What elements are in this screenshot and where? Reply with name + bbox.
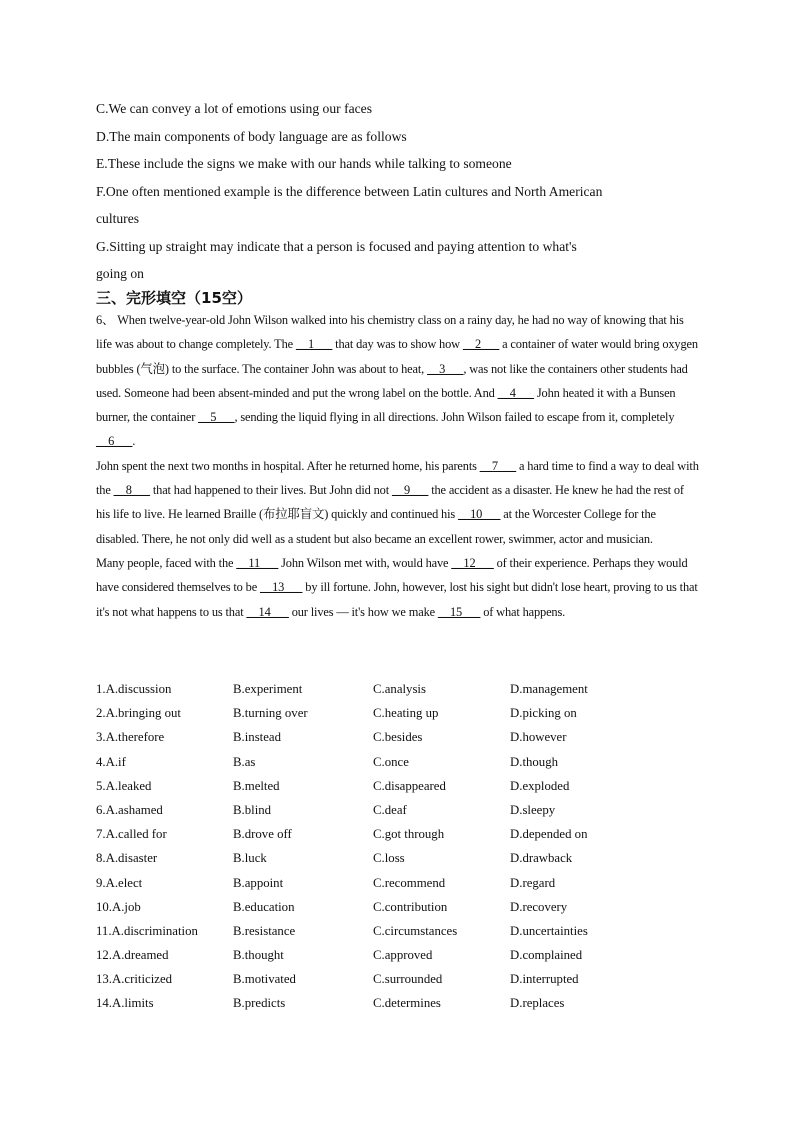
choice-b: B.predicts <box>233 996 286 1011</box>
choice-row-4 <box>96 750 716 774</box>
option-d: D.The main components of body language are as follows <box>96 128 407 144</box>
passage-text: that day was to show how <box>332 337 463 352</box>
choice-a: 6.A.ashamed <box>96 802 163 817</box>
choice-row-14 <box>96 991 716 1015</box>
choice-row-9 <box>96 871 716 895</box>
passage-text: John spent the next two months in hospital. After he returned home, his parents <box>96 458 480 473</box>
blank-9: __9___ <box>391 483 429 498</box>
choice-c: C.circumstances <box>373 923 458 938</box>
passage-text: the accident as a disaster. He knew he had the rest of his life to live. He learned Braille (布拉耶盲文) quickly and continued his <box>96 483 684 522</box>
passage-text: of what happens. <box>480 604 566 619</box>
option-c: C.We can convey a lot of emotions using our faces <box>96 101 372 116</box>
choice-a: 9.A.elect <box>96 875 143 890</box>
option-f: F.One often mentioned example is the difference between Latin cultures and North American <box>96 183 603 199</box>
choice-row-5 <box>96 774 716 798</box>
choice-d: D.however <box>510 730 567 745</box>
choice-a: 12.A.dreamed <box>96 948 169 963</box>
choice-b: B.education <box>233 899 295 914</box>
passage-text: , was not like the containers other students had used. Someone had been absent-minded and put the wrong label on the bottle. And <box>96 361 688 400</box>
choice-c: C.deaf <box>373 802 407 817</box>
choice-b: B.drove off <box>233 827 292 842</box>
passage-text: . <box>132 434 136 449</box>
option-f-continued: cultures <box>96 211 140 226</box>
option-g-continued: going on <box>96 266 144 281</box>
passage-paragraph-3 <box>96 551 700 624</box>
choice-d: D.management <box>510 682 588 696</box>
choice-row-7 <box>96 822 716 846</box>
choice-b: B.blind <box>233 802 272 817</box>
blank-8: __8___ <box>113 483 150 498</box>
choice-d: D.picking on <box>510 706 577 721</box>
blank-1: __1___ <box>295 337 333 352</box>
choice-c: C.got through <box>373 827 445 842</box>
choice-a: 14.A.limits <box>96 996 154 1011</box>
choice-row-8 <box>96 846 716 870</box>
choice-d: D.regard <box>510 875 556 890</box>
blank-15: __15___ <box>437 604 481 619</box>
choice-c: C.analysis <box>373 682 426 696</box>
choice-c: C.determines <box>373 996 441 1011</box>
choice-a: 2.A.bringing out <box>96 706 181 721</box>
passage-text: John Wilson met with, would have <box>278 555 452 570</box>
passage-text: that had happened to their lives. But John did not <box>149 483 392 498</box>
choice-d: D.uncertainties <box>510 923 588 938</box>
passage-text: a container of water would bring oxygen bubbles (气泡) to the surface. The container John was about to heat, <box>96 337 698 376</box>
passage-text: Many people, faced with the <box>96 555 237 570</box>
choice-a: 5.A.leaked <box>96 778 152 793</box>
blank-3: __3___ <box>427 361 464 376</box>
choice-row-3 <box>96 725 716 749</box>
option-e: E.These include the signs we make with our hands while talking to someone <box>96 156 512 171</box>
passage-text: by ill fortune. John, however, lost his sight but didn't lose heart, proving to us that it's not what happens to us that <box>96 580 698 619</box>
choice-c: C.heating up <box>373 706 439 721</box>
choice-d: D.though <box>510 754 558 769</box>
choice-row-12 <box>96 943 716 967</box>
blank-12: __12___ <box>451 555 494 570</box>
choice-row-11 <box>96 919 716 943</box>
passage-paragraph-1 <box>96 308 700 454</box>
choice-b: B.instead <box>233 730 281 745</box>
choice-d: D.exploded <box>510 778 570 793</box>
blank-6: __6___ <box>96 434 133 449</box>
passage-paragraph-2 <box>96 454 700 551</box>
choice-b: B.appoint <box>233 875 284 890</box>
choice-row-10 <box>96 895 716 919</box>
choice-c: C.approved <box>373 948 433 963</box>
choice-a: 11.A.discrimination <box>96 923 198 938</box>
choice-a: 4.A.if <box>96 754 126 769</box>
choice-d: D.drawback <box>510 851 573 866</box>
choice-d: D.sleepy <box>510 802 556 817</box>
passage-text: a hard time to find a way to deal with the <box>96 458 699 498</box>
option-g: G.Sitting up straight may indicate that a person is focused and paying attention to what's <box>96 238 577 254</box>
sentence-options-list <box>96 95 706 288</box>
choice-d: D.depended on <box>510 827 588 842</box>
blank-13: __13___ <box>260 580 303 595</box>
choice-d: D.complained <box>510 948 583 963</box>
blank-2: __2___ <box>462 337 500 352</box>
choice-a: 8.A.disaster <box>96 851 158 866</box>
choice-c: C.loss <box>373 851 405 866</box>
choice-d: D.replaces <box>510 996 565 1011</box>
section-heading: 三、完形填空（15空） <box>96 289 252 307</box>
blank-7: __7___ <box>479 458 517 473</box>
passage-text: John heated it with a Bunsen burner, the container <box>96 385 676 425</box>
passage-text: 6、 When twelve-year-old John Wilson walked into his chemistry class on a rainy day, he had no way of knowing that his life was about to change completely. The <box>96 313 684 352</box>
blank-5: __5___ <box>198 410 235 425</box>
choice-b: B.melted <box>233 778 280 793</box>
cloze-passage <box>96 308 700 624</box>
choice-d: D.recovery <box>510 899 568 914</box>
passage-text: of their experience. Perhaps they would have considered themselves to be <box>96 555 688 595</box>
passage-text: , sending the liquid flying in all directions. John Wilson failed to escape from it, completely <box>234 410 675 425</box>
choice-row-1 <box>96 677 716 701</box>
choice-a: 13.A.criticized <box>96 972 173 987</box>
choice-a: 10.A.job <box>96 899 141 914</box>
choice-d: D.interrupted <box>510 972 579 987</box>
choice-row-6 <box>96 798 716 822</box>
choice-c: C.recommend <box>373 875 446 890</box>
choice-c: C.disappeared <box>373 778 446 793</box>
choice-b: B.experiment <box>233 682 303 696</box>
choice-c: C.besides <box>373 730 423 745</box>
choice-c: C.once <box>373 754 409 769</box>
answer-choices-table <box>96 677 716 1016</box>
choice-a: 1.A.discussion <box>96 682 172 696</box>
choice-b: B.luck <box>233 851 267 866</box>
choice-c: C.contribution <box>373 899 448 914</box>
choice-c: C.surrounded <box>373 972 443 987</box>
choice-b: B.resistance <box>233 923 296 938</box>
choice-b: B.motivated <box>233 972 296 987</box>
blank-14: __14___ <box>246 604 289 619</box>
choice-b: B.thought <box>233 948 284 963</box>
choice-b: B.as <box>233 754 256 769</box>
blank-10: __10___ <box>458 507 501 522</box>
passage-text: at the Worcester College for the disabled. There, he not only did well as a student but also became an excellent rower, swimmer, actor and musician. <box>96 507 656 546</box>
choice-row-2 <box>96 701 716 725</box>
passage-text: our lives — it's how we make <box>288 604 438 619</box>
choice-a: 7.A.called for <box>96 827 167 842</box>
choice-b: B.turning over <box>233 706 308 721</box>
choice-row-13 <box>96 967 716 991</box>
blank-4: __4___ <box>497 385 534 400</box>
blank-11: __11___ <box>236 555 279 570</box>
choice-a: 3.A.therefore <box>96 730 165 745</box>
